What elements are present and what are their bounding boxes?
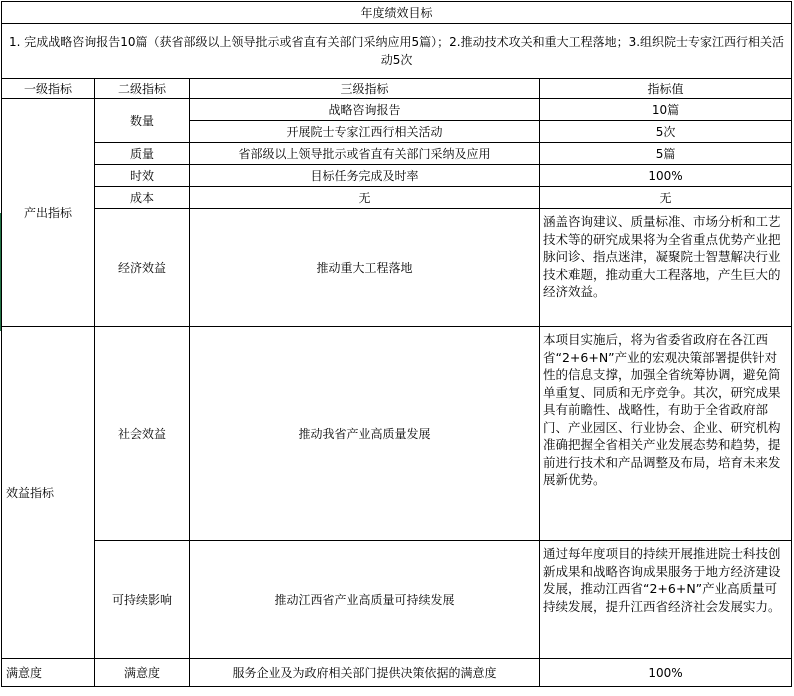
indicator-value[interactable]: 5篇 [540,143,792,165]
timeliness-cell[interactable]: 时效 [95,165,190,187]
header-level3[interactable]: 三级指标 [190,79,540,99]
benefit-indicator-cell[interactable]: 效益指标 [2,327,95,659]
output-indicator-cell[interactable]: 产出指标 [2,99,95,327]
summary-cell[interactable]: 1. 完成战略咨询报告10篇（获省部级以上领导批示或省直有关部门采纳应用5篇）；2.推动技术攻关和重大工程落地；3.组织院士专家江西行相关活动5次 [2,24,792,79]
indicator-value[interactable]: 10篇 [540,99,792,121]
performance-target-table [1,1,792,687]
indicator-name[interactable]: 开展院士专家江西行相关活动 [190,121,540,143]
indicator-name[interactable]: 战略咨询报告 [190,99,540,121]
table-row [2,209,792,327]
indicator-name[interactable]: 服务企业及为政府相关部门提供决策依据的满意度 [190,659,540,687]
satisfaction-cell[interactable]: 满意度 [95,659,190,687]
indicator-name[interactable]: 推动重大工程落地 [190,209,540,327]
sustainable-impact-cell[interactable]: 可持续影响 [95,541,190,659]
indicator-name[interactable]: 推动我省产业高质量发展 [190,327,540,541]
table-row [2,143,792,165]
indicator-value[interactable]: 本项目实施后，将为省委省政府在各江西省“2+6+N”产业的宏观决策部署提供针对性的信息支撑，加强全省统筹协调，避免简单重复、同质和无序竞争。其次，研究成果具有前瞻性、战略性，有助于全省政府部门、产业园区、行业协会、企业、研究机构准确把握全省相关产业发展态势和趋势，提前进行技术和产品调整及布局，培育未来发展新优势。 [540,327,792,541]
header-value[interactable]: 指标值 [540,79,792,99]
indicator-value[interactable]: 无 [540,187,792,209]
table-row [2,99,792,121]
indicator-value[interactable]: 通过每年度项目的持续开展推进院士科技创新成果和战略咨询成果服务于地方经济建设发展，推动江西省“2+6+N”产业高质量可持续发展，提升江西省经济社会发展实力。 [540,541,792,659]
header-row [2,79,792,99]
table-row [2,541,792,659]
satisfaction-indicator-cell[interactable]: 满意度 [2,659,95,687]
indicator-name[interactable]: 省部级以上领导批示或省直有关部门采纳及应用 [190,143,540,165]
quantity-cell[interactable]: 数量 [95,99,190,143]
indicator-name[interactable]: 无 [190,187,540,209]
table-title[interactable]: 年度绩效目标 [2,2,792,24]
indicator-value[interactable]: 100% [540,659,792,687]
table-row [2,659,792,687]
indicator-name[interactable]: 目标任务完成及时率 [190,165,540,187]
header-level1[interactable]: 一级指标 [2,79,95,99]
table-row [2,165,792,187]
indicator-value[interactable]: 5次 [540,121,792,143]
table-row [2,327,792,541]
indicator-name[interactable]: 推动江西省产业高质量可持续发展 [190,541,540,659]
quality-cell[interactable]: 质量 [95,143,190,165]
header-level2[interactable]: 二级指标 [95,79,190,99]
indicator-value[interactable]: 涵盖咨询建议、质量标准、市场分析和工艺技术等的研究成果将为全省重点优势产业把脉问诊、指点迷津，凝聚院士智慧解决行业技术难题，推动重大工程落地，产生巨大的经济效益。 [540,209,792,327]
cost-cell[interactable]: 成本 [95,187,190,209]
social-benefit-cell[interactable]: 社会效益 [95,327,190,541]
economic-benefit-cell[interactable]: 经济效益 [95,209,190,327]
table-row [2,187,792,209]
indicator-value[interactable]: 100% [540,165,792,187]
